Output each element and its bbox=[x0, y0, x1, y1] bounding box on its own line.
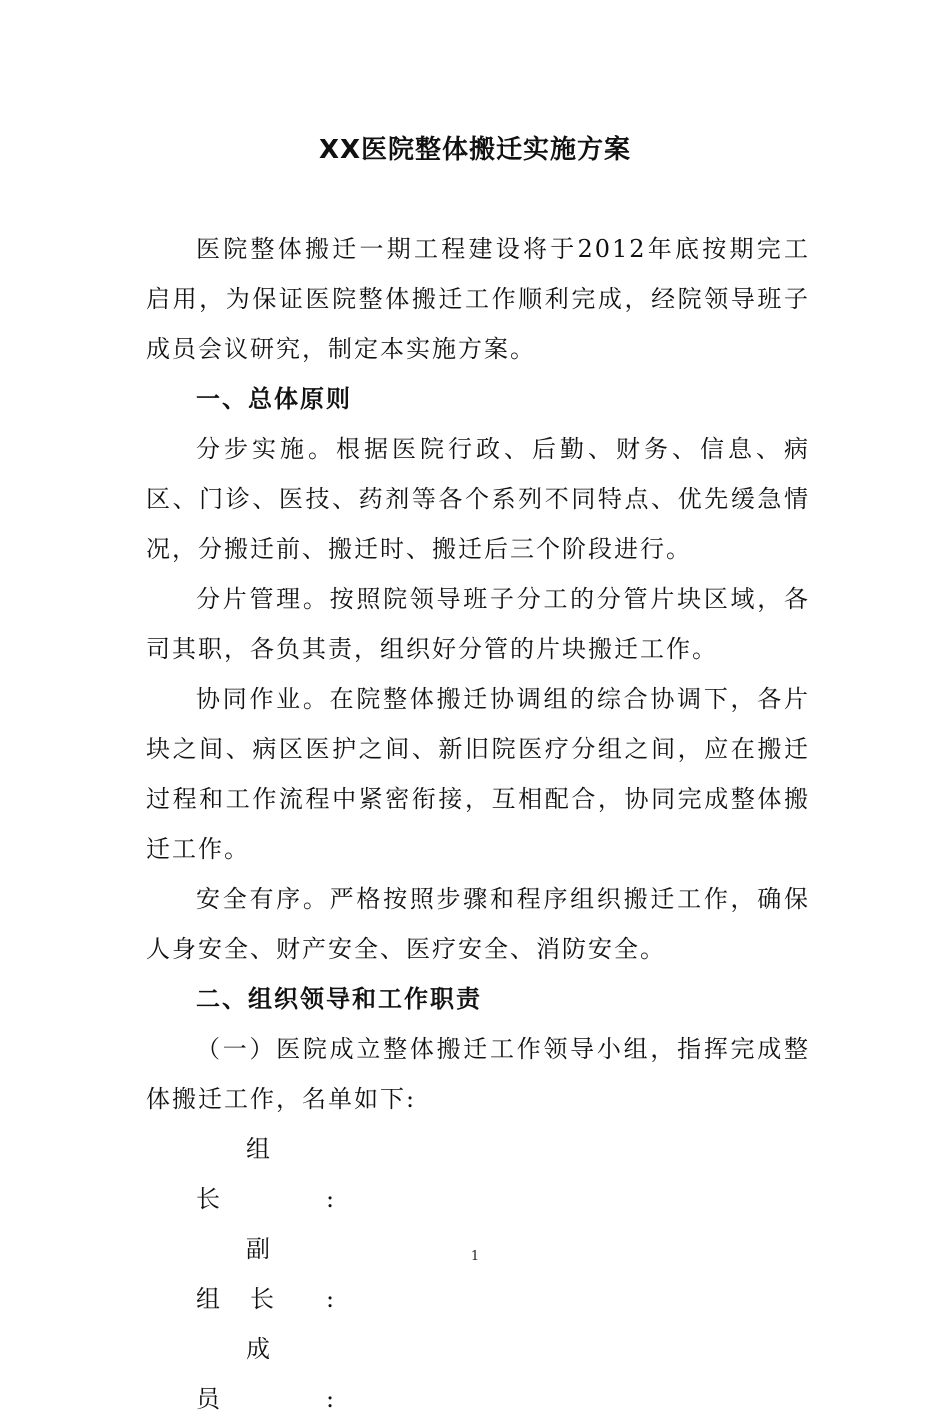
intro-paragraph: 医院整体搬迁一期工程建设将于2012年底按期完工启用，为保证医院整体搬迁工作顺利完成，经院领导班子成员会议研究，制定本实施方案。 bbox=[146, 235, 810, 363]
member-role-label: 组长 bbox=[196, 1135, 272, 1213]
document-title: XX医院整体搬迁实施方案 bbox=[318, 135, 632, 165]
member-colon: : bbox=[326, 1385, 337, 1413]
section-heading: 二、组织领导和工作职责 bbox=[196, 985, 482, 1013]
member-line bbox=[146, 1224, 810, 1324]
body-paragraph: 安全有序。严格按照步骤和程序组织搬迁工作，确保人身安全、财产安全、医疗安全、消防安全。 bbox=[146, 885, 810, 963]
document-body bbox=[146, 224, 810, 1424]
body-paragraph: （一）医院成立整体搬迁工作领导小组，指挥完成整体搬迁工作，名单如下: bbox=[146, 1035, 810, 1113]
member-line bbox=[146, 1124, 810, 1224]
member-line bbox=[146, 1324, 810, 1424]
member-colon: : bbox=[326, 1285, 337, 1313]
section-heading: 一、总体原则 bbox=[196, 385, 352, 413]
body-paragraph: 分步实施。根据医院行政、后勤、财务、信息、病区、门诊、医技、药剂等各个系列不同特点、优先缓急情况，分搬迁前、搬迁时、搬迁后三个阶段进行。 bbox=[146, 435, 810, 563]
member-role-label: 成员 bbox=[196, 1335, 272, 1413]
member-role-label: 副组长 bbox=[196, 1235, 276, 1313]
body-paragraph: 分片管理。按照院领导班子分工的分管片块区域，各司其职，各负其责，组织好分管的片块搬迁工作。 bbox=[146, 585, 810, 663]
page-number: 1 bbox=[470, 1249, 480, 1264]
body-paragraph: 协同作业。在院整体搬迁协调组的综合协调下，各片块之间、病区医护之间、新旧院医疗分组之间，应在搬迁过程和工作流程中紧密衔接，互相配合，协同完成整体搬迁工作。 bbox=[146, 685, 810, 863]
member-colon: : bbox=[326, 1185, 337, 1213]
